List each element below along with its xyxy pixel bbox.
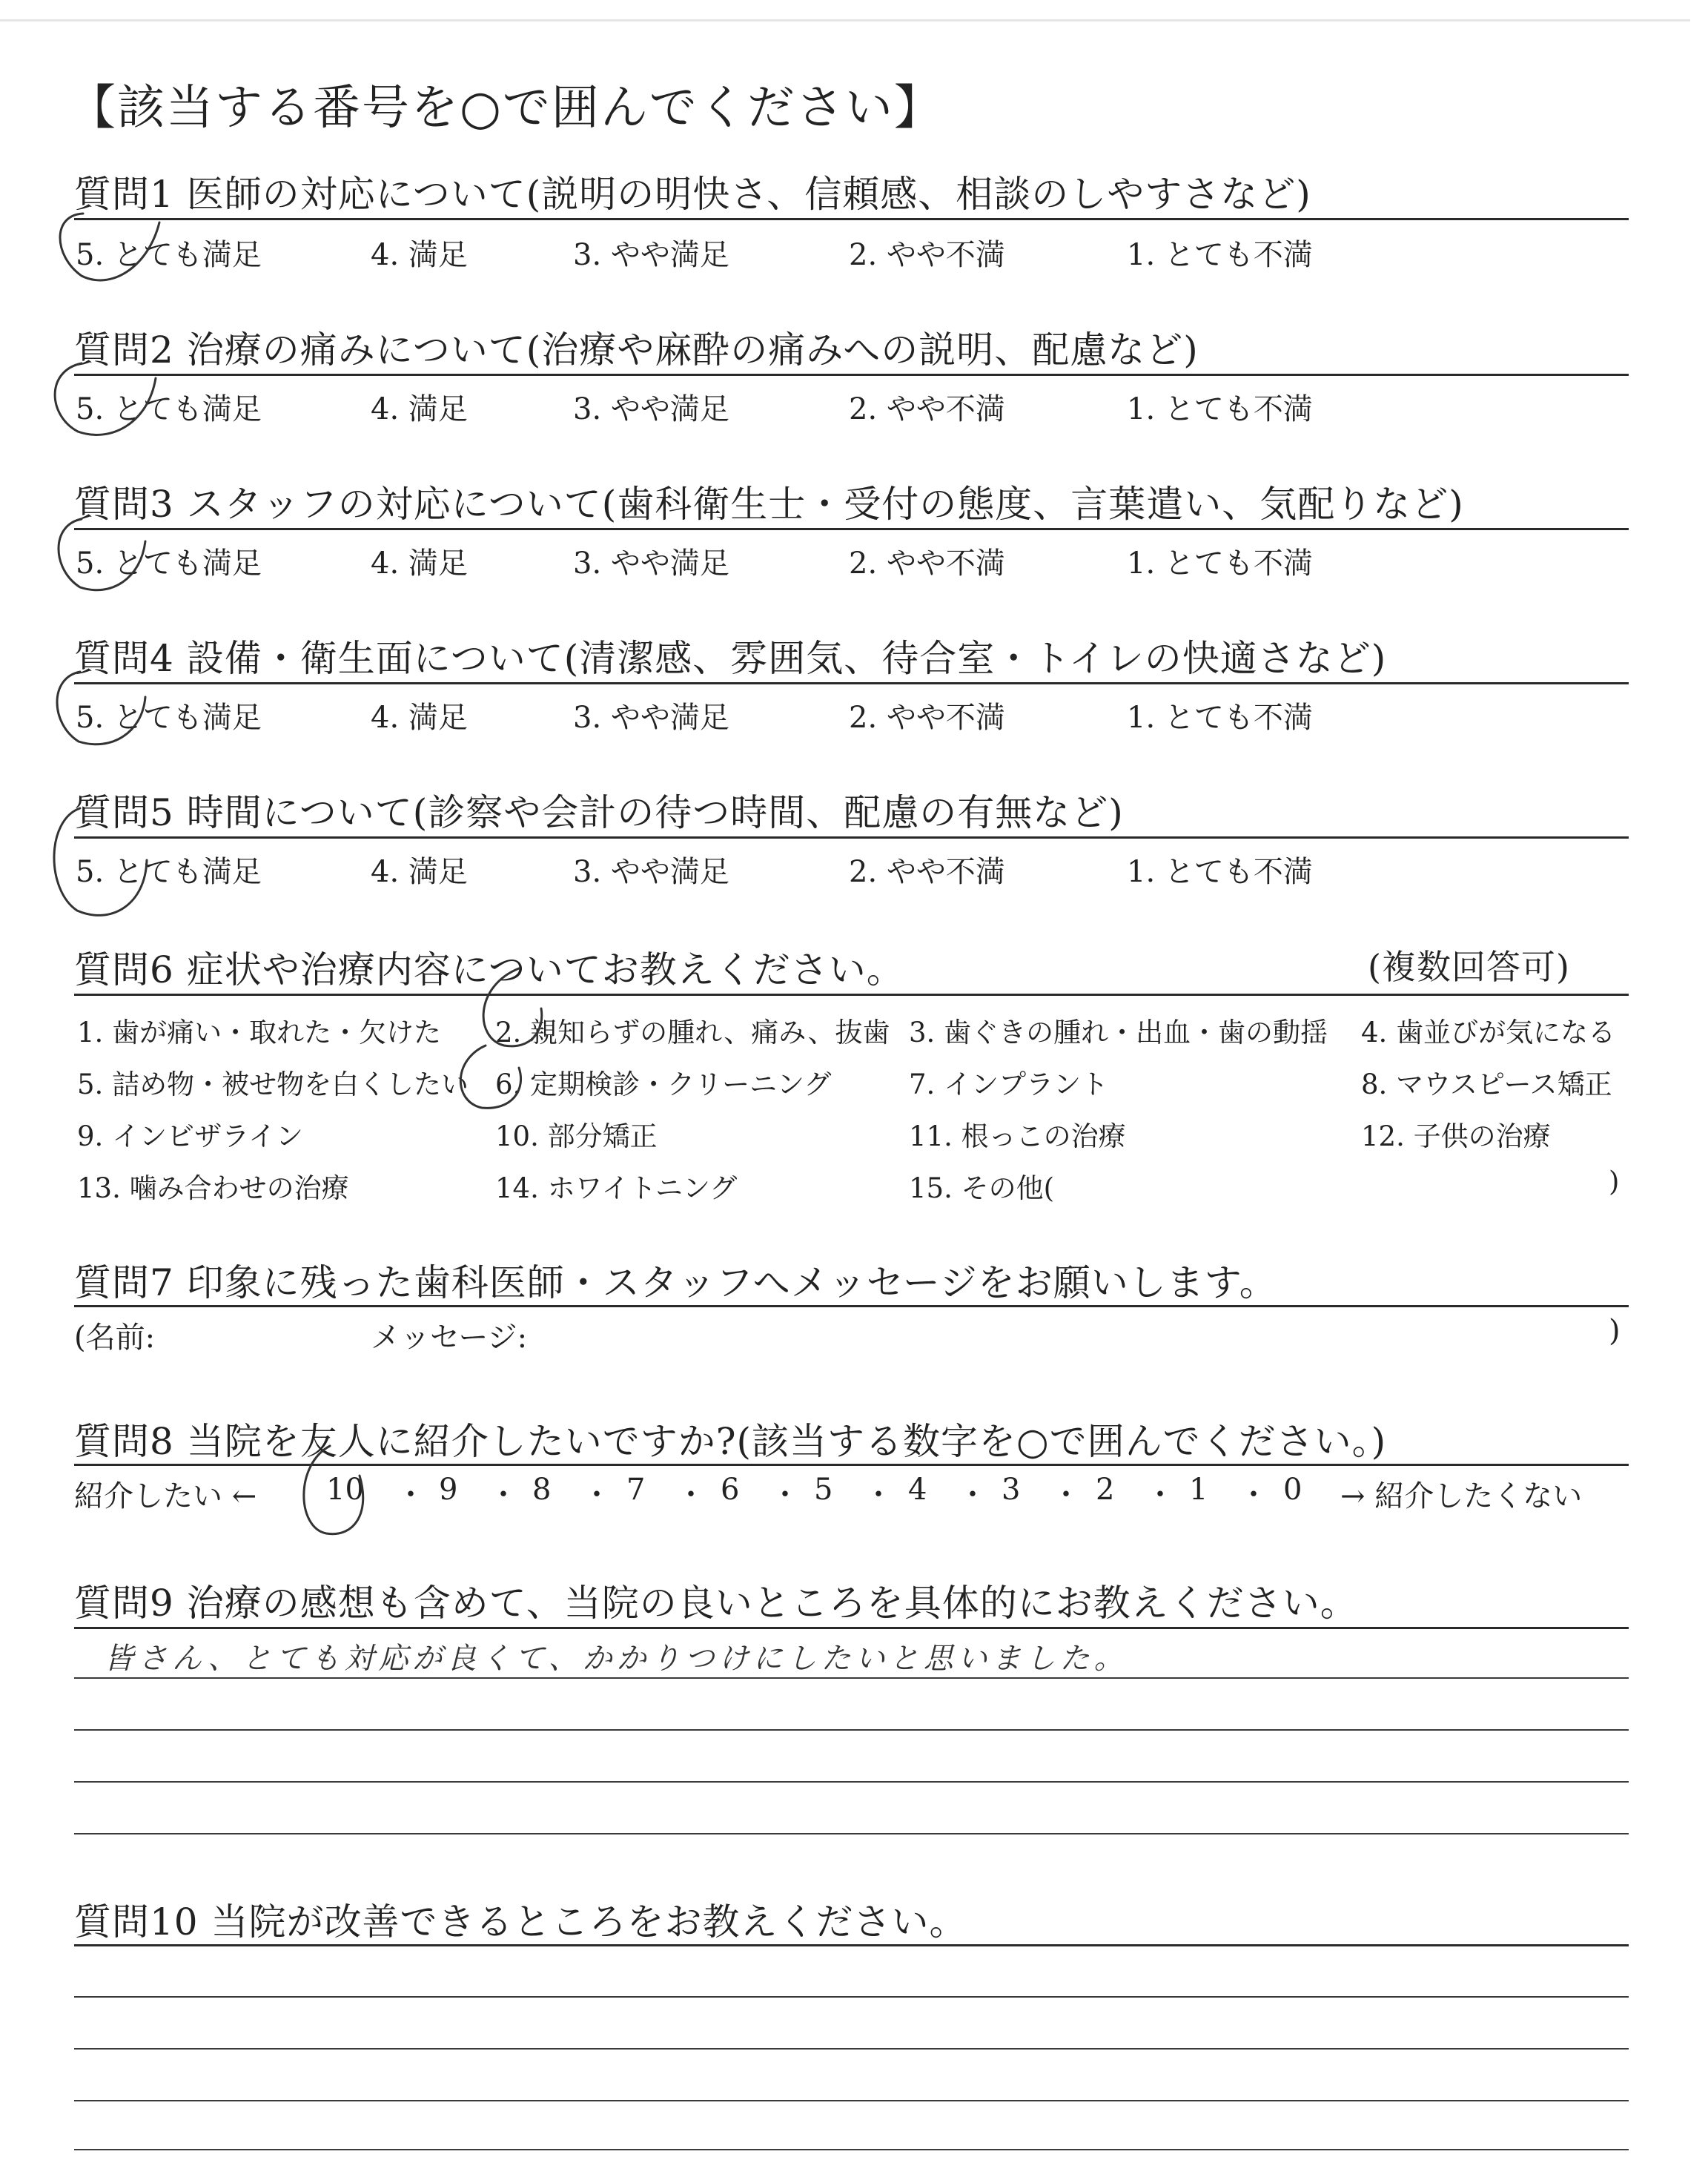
q8-scale-9[interactable]: 9 <box>439 1473 458 1507</box>
q1-option-3[interactable]: 3. やや満足 <box>573 238 729 272</box>
q9-handwritten-answer[interactable]: 皆さん、とても対応が良くて、かかりつけにしたいと思いました。 <box>104 1642 1128 1676</box>
q3-option-2[interactable]: 2. やや不満 <box>849 546 1005 581</box>
q5-option-3[interactable]: 3. やや満足 <box>573 855 729 889</box>
q5-option-5[interactable]: 5. とても満足 <box>76 855 262 889</box>
q1-option-1[interactable]: 1. とても不満 <box>1127 238 1313 272</box>
q8-scale-4[interactable]: 4 <box>908 1473 927 1507</box>
q8-scale-sep-9: ・ <box>1145 1478 1175 1512</box>
q6-option-10[interactable]: 10. 部分矯正 <box>495 1120 658 1152</box>
q8-scale-sep-10: ・ <box>1239 1478 1268 1512</box>
q6-option-1[interactable]: 1. 歯が痛い・取れた・欠けた <box>77 1017 442 1048</box>
q8-scale-2[interactable]: 2 <box>1096 1473 1115 1507</box>
question-8-label: 質問8 当院を友人に紹介したいですか?(該当する数字を○で囲んでください。) <box>74 1420 1387 1463</box>
q4-option-5[interactable]: 5. とても満足 <box>76 701 262 735</box>
q8-selection-circle-10 <box>304 1446 363 1534</box>
q8-scale-sep-4: ・ <box>676 1478 706 1512</box>
question-3-label: 質問3 スタッフの対応について(歯科衛生士・受付の態度、言葉遣い、気配りなど) <box>74 483 1464 526</box>
q2-option-5[interactable]: 5. とても満足 <box>76 392 262 426</box>
q7-name-label: (名前: <box>74 1321 156 1355</box>
q3-option-3[interactable]: 3. やや満足 <box>573 546 729 581</box>
q8-scale-10[interactable]: 10 <box>326 1473 364 1507</box>
q5-option-4[interactable]: 4. 満足 <box>371 855 468 889</box>
q8-scale-1[interactable]: 1 <box>1189 1473 1208 1507</box>
q1-option-5[interactable]: 5. とても満足 <box>76 238 262 272</box>
question-6-note: (複数回答可) <box>1368 947 1570 987</box>
page-title: 【該当する番号を○で囲んでください】 <box>68 81 943 136</box>
q6-option-7[interactable]: 7. インプラント <box>909 1069 1109 1100</box>
q8-left-label: 紹介したい ← <box>74 1479 257 1513</box>
q8-right-label: → 紹介したくない <box>1340 1479 1583 1513</box>
q8-scale-0[interactable]: 0 <box>1283 1473 1302 1507</box>
q4-option-3[interactable]: 3. やや満足 <box>573 701 729 735</box>
q4-option-1[interactable]: 1. とても不満 <box>1127 701 1313 735</box>
q6-option-11[interactable]: 11. 根っこの治療 <box>909 1120 1126 1152</box>
q1-option-4[interactable]: 4. 満足 <box>371 238 468 272</box>
question-4-label: 質問4 設備・衛生面について(清潔感、雰囲気、待合室・トイレの快適さなど) <box>74 637 1387 680</box>
q8-scale-sep-8: ・ <box>1051 1478 1081 1512</box>
q6-selection-circle-6 <box>460 1046 520 1108</box>
q6-option-14[interactable]: 14. ホワイトニング <box>495 1172 738 1204</box>
q2-option-3[interactable]: 3. やや満足 <box>573 392 729 426</box>
question-7-label: 質問7 印象に残った歯科医師・スタッフへメッセージをお願いします。 <box>74 1261 1277 1304</box>
question-5-label: 質問5 時間について(診察や会計の待つ時間、配慮の有無など) <box>74 791 1124 834</box>
q1-option-2[interactable]: 2. やや不満 <box>849 238 1005 272</box>
q2-option-4[interactable]: 4. 満足 <box>371 392 468 426</box>
q3-option-1[interactable]: 1. とても不満 <box>1127 546 1313 581</box>
q5-selection-circle <box>54 808 147 915</box>
q8-scale-sep-7: ・ <box>958 1478 987 1512</box>
q8-scale-sep-6: ・ <box>864 1478 893 1512</box>
q7-message-label: メッセージ: <box>371 1321 528 1355</box>
question-1-label: 質問1 医師の対応について(説明の明快さ、信頼感、相談のしやすさなど) <box>74 173 1311 216</box>
q2-option-1[interactable]: 1. とても不満 <box>1127 392 1313 426</box>
q8-scale-6[interactable]: 6 <box>721 1473 740 1507</box>
question-9-label: 質問9 治療の感想も含めて、当院の良いところを具体的にお教えください。 <box>74 1582 1358 1625</box>
q8-scale-sep-3: ・ <box>582 1478 612 1512</box>
q8-scale-3[interactable]: 3 <box>1002 1473 1021 1507</box>
q6-option-9[interactable]: 9. インビザライン <box>77 1120 303 1152</box>
q8-scale-sep-5: ・ <box>770 1478 800 1512</box>
q4-option-4[interactable]: 4. 満足 <box>371 701 468 735</box>
q4-option-2[interactable]: 2. やや不満 <box>849 701 1005 735</box>
q6-selection-circle-2 <box>483 968 542 1046</box>
q2-selection-circle <box>55 363 156 435</box>
question-2-label: 質問2 治療の痛みについて(治療や麻酔の痛みへの説明、配慮など) <box>74 328 1199 371</box>
question-6-label: 質問6 症状や治療内容についてお教えください。 <box>74 948 904 991</box>
q6-option-3[interactable]: 3. 歯ぐきの腫れ・出血・歯の動揺 <box>909 1017 1328 1048</box>
q6-option-8[interactable]: 8. マウスピース矯正 <box>1361 1069 1612 1100</box>
q8-scale-sep-1: ・ <box>396 1478 426 1512</box>
q1-selection-circle <box>60 214 159 280</box>
q6-option-12[interactable]: 12. 子供の治療 <box>1361 1120 1551 1152</box>
q6-option-6[interactable]: 6. 定期検診・クリーニング <box>495 1069 832 1100</box>
q3-option-4[interactable]: 4. 満足 <box>371 546 468 581</box>
q6-option-5[interactable]: 5. 詰め物・被せ物を白くしたい <box>77 1069 469 1100</box>
q8-scale-5[interactable]: 5 <box>814 1473 833 1507</box>
q7-close-paren: ) <box>1609 1314 1621 1348</box>
question-10-label: 質問10 当院が改善できるところをお教えください。 <box>74 1900 967 1943</box>
q6-option-4[interactable]: 4. 歯並びが気になる <box>1361 1017 1616 1048</box>
q4-selection-circle <box>57 672 145 744</box>
q6-option-15[interactable]: 15. その他( <box>909 1172 1055 1204</box>
q6-option-13[interactable]: 13. 噛み合わせの治療 <box>77 1172 349 1204</box>
q6-other-close-paren: ) <box>1609 1166 1620 1198</box>
q8-scale-sep-2: ・ <box>489 1478 518 1512</box>
q6-option-2[interactable]: 2. 親知らずの腫れ、痛み、抜歯 <box>495 1017 890 1048</box>
q5-option-1[interactable]: 1. とても不満 <box>1127 855 1313 889</box>
q3-selection-circle <box>59 519 145 590</box>
q8-scale-7[interactable]: 7 <box>626 1473 646 1507</box>
q2-option-2[interactable]: 2. やや不満 <box>849 392 1005 426</box>
q8-scale-8[interactable]: 8 <box>532 1473 552 1507</box>
q3-option-5[interactable]: 5. とても満足 <box>76 546 262 581</box>
q5-option-2[interactable]: 2. やや不満 <box>849 855 1005 889</box>
